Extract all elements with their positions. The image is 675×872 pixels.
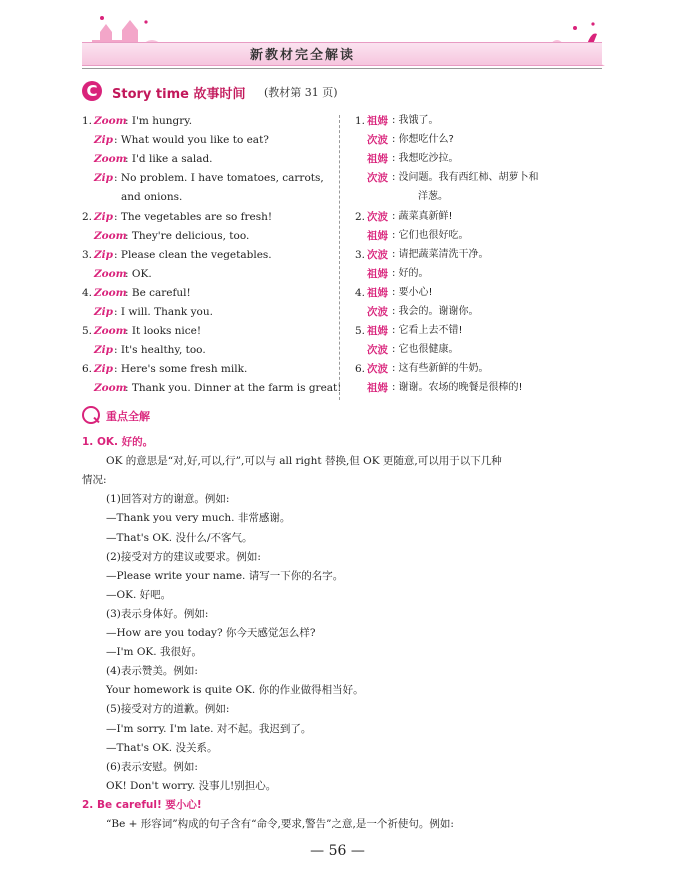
keypoint-text: 情况: xyxy=(82,474,107,487)
keypoint-text: —Thank you very much. 非常感谢。 xyxy=(106,512,291,525)
section-page-note: (教材第 31 页) xyxy=(264,86,338,99)
dialog-speaker: Zip xyxy=(94,210,113,223)
dialog-line: : 请把蔬菜清洗干净。 xyxy=(392,248,489,260)
dialog-speaker: Zip xyxy=(94,248,113,261)
dialog-line: : What would you like to eat? xyxy=(114,134,269,147)
keypoint-text: (2)接受对方的建议或要求。例如: xyxy=(106,550,261,563)
dialog-speaker: Zoom xyxy=(94,267,127,280)
dialog-line: : 要小心! xyxy=(392,286,433,298)
dialog-line: : It's healthy, too. xyxy=(114,344,206,357)
dialog-speaker: 次波 xyxy=(367,172,388,185)
dialog-line: : Thank you. Dinner at the farm is great! xyxy=(125,382,342,395)
keypoint-heading: 2. Be careful! 要小心! xyxy=(82,798,202,811)
dialog-speaker: Zip xyxy=(94,344,113,357)
page-header xyxy=(0,0,675,78)
header-title: 新教材完全解读 xyxy=(250,48,356,63)
dialog-line: : Please clean the vegetables. xyxy=(114,248,272,261)
keypoint-text: OK! Don't worry. 没事儿!别担心。 xyxy=(106,779,277,792)
dialog-speaker: 次波 xyxy=(367,134,388,147)
keypoint-text: —OK. 好吧。 xyxy=(106,588,172,601)
dialog-speaker: 祖姆 xyxy=(367,267,388,280)
keypoint-text: —I'm OK. 我很好。 xyxy=(106,646,202,659)
page-number: — 56 — xyxy=(310,843,365,859)
dialog-speaker: Zoom xyxy=(94,325,127,338)
dialog-speaker: Zoom xyxy=(94,153,127,166)
dialog-number: 6. xyxy=(82,363,93,376)
dialog-line: : Be careful! xyxy=(125,286,191,299)
dialog-speaker: Zoom xyxy=(94,229,127,242)
dialog-line: : The vegetables are so fresh! xyxy=(114,210,273,223)
dialog-speaker: Zip xyxy=(94,306,113,318)
dialog-number: 6. xyxy=(355,363,366,376)
dialog-line: : I will. Thank you. xyxy=(114,306,213,318)
dialog-speaker: 次波 xyxy=(367,344,388,357)
dialog-number: 1. xyxy=(355,115,366,127)
dialog-speaker: 祖姆 xyxy=(367,115,388,127)
keypoints-title: 重点全解 xyxy=(106,410,150,423)
dialog-speaker: 祖姆 xyxy=(367,229,388,242)
keypoint-text: (1)回答对方的谢意。例如: xyxy=(106,493,230,506)
dialog-line: : I'm hungry. xyxy=(125,115,193,127)
keypoint-text: —How are you today? 你今天感觉怎么样? xyxy=(106,627,316,639)
dialog-number: 1. xyxy=(82,115,93,127)
keypoint-text: —That's OK. 没关系。 xyxy=(106,741,218,754)
dialog-speaker: Zoom xyxy=(94,382,127,395)
keypoint-text: (4)表示赞美。例如: xyxy=(106,665,198,678)
dialog-speaker: 祖姆 xyxy=(367,325,388,338)
dialog-line: : They're delicious, too. xyxy=(125,229,250,242)
dialog-line: : OK. xyxy=(125,267,152,280)
keypoint-text: (5)接受对方的道歉。例如: xyxy=(106,703,230,716)
dialog-number: 4. xyxy=(82,286,93,299)
dialog-speaker: 次波 xyxy=(367,248,388,261)
dialog-number: 3. xyxy=(355,248,366,261)
dialog-speaker: Zoom xyxy=(94,115,127,127)
dialog-speaker: Zoom xyxy=(94,286,127,299)
keypoint-text: (6)表示安慰。例如: xyxy=(106,760,198,773)
keypoint-heading: 1. OK. 好的。 xyxy=(82,436,154,448)
dialog-line: : 蔬菜真新鲜! xyxy=(392,210,453,222)
dialog-speaker: Zip xyxy=(94,134,113,147)
dialog-speaker: 次波 xyxy=(367,306,388,318)
section-title: Story time 故事时间 xyxy=(112,87,246,102)
dialog-line: : 我饿了。 xyxy=(392,115,439,126)
dialog-line: : 它看上去不错! xyxy=(392,325,463,337)
dialog-line: : 我想吃沙拉。 xyxy=(392,153,459,165)
keypoint-text: (3)表示身体好。例如: xyxy=(106,607,209,620)
dialog-speaker: Zip xyxy=(94,172,113,185)
dialog-speaker: 次波 xyxy=(367,210,388,223)
dialog-speaker: 祖姆 xyxy=(367,286,388,299)
dialog-line: : 你想吃什么? xyxy=(392,134,454,146)
dialog-number: 2. xyxy=(82,210,93,223)
dialog-line: : 我会的。谢谢你。 xyxy=(392,306,479,317)
section-c-icon: C xyxy=(82,81,102,101)
dialog-line: : 这有些新鲜的牛奶。 xyxy=(392,363,489,375)
dialog-number: 3. xyxy=(82,248,93,261)
dialog-speaker: 祖姆 xyxy=(367,153,388,166)
keypoint-text: OK 的意思是“对,好,可以,行”,可以与 all right 替换,但 OK 更随意,可以用于以下几种 xyxy=(106,455,502,468)
keypoint-text: —Please write your name. 请写一下你的名字。 xyxy=(106,569,344,582)
keypoint-text: —That's OK. 没什么/不客气。 xyxy=(106,531,253,544)
dialog-line: : It looks nice! xyxy=(125,325,202,338)
dialog-line: : 没问题。我有西红柿、胡萝卜和 xyxy=(392,172,539,184)
header-rule xyxy=(82,68,602,69)
dialog-line-continued: 洋葱。 xyxy=(418,191,448,203)
dialog-speaker: 祖姆 xyxy=(367,382,388,395)
dialog-number: 4. xyxy=(355,286,366,299)
dialog-line: : 它们也很好吃。 xyxy=(392,229,469,241)
dialog-speaker: Zip xyxy=(94,363,113,376)
dialog-line: : 好的。 xyxy=(392,267,429,279)
dialog-line: : 它也很健康。 xyxy=(392,344,459,356)
keypoint-text: —I'm sorry. I'm late. 对不起。我迟到了。 xyxy=(106,722,312,735)
dialog-number: 2. xyxy=(355,210,366,223)
dialog-line: : I'd like a salad. xyxy=(125,153,213,166)
dialog-line: : No problem. I have tomatoes, carrots, xyxy=(114,172,324,185)
keypoint-text: “Be + 形容词”构成的句子含有“命令,要求,警告”之意,是一个祈使句。例如: xyxy=(106,818,454,830)
dialog-line: : 谢谢。农场的晚餐是很棒的! xyxy=(392,382,523,394)
dialog-line: : Here's some fresh milk. xyxy=(114,363,248,376)
keypoint-text: Your homework is quite OK. 你的作业做得相当好。 xyxy=(106,684,364,697)
dialog-number: 5. xyxy=(82,325,93,338)
dialog-line-continued: and onions. xyxy=(121,191,183,204)
dialog-speaker: 次波 xyxy=(367,363,388,376)
column-divider xyxy=(339,115,340,400)
dialog-number: 5. xyxy=(355,325,366,338)
